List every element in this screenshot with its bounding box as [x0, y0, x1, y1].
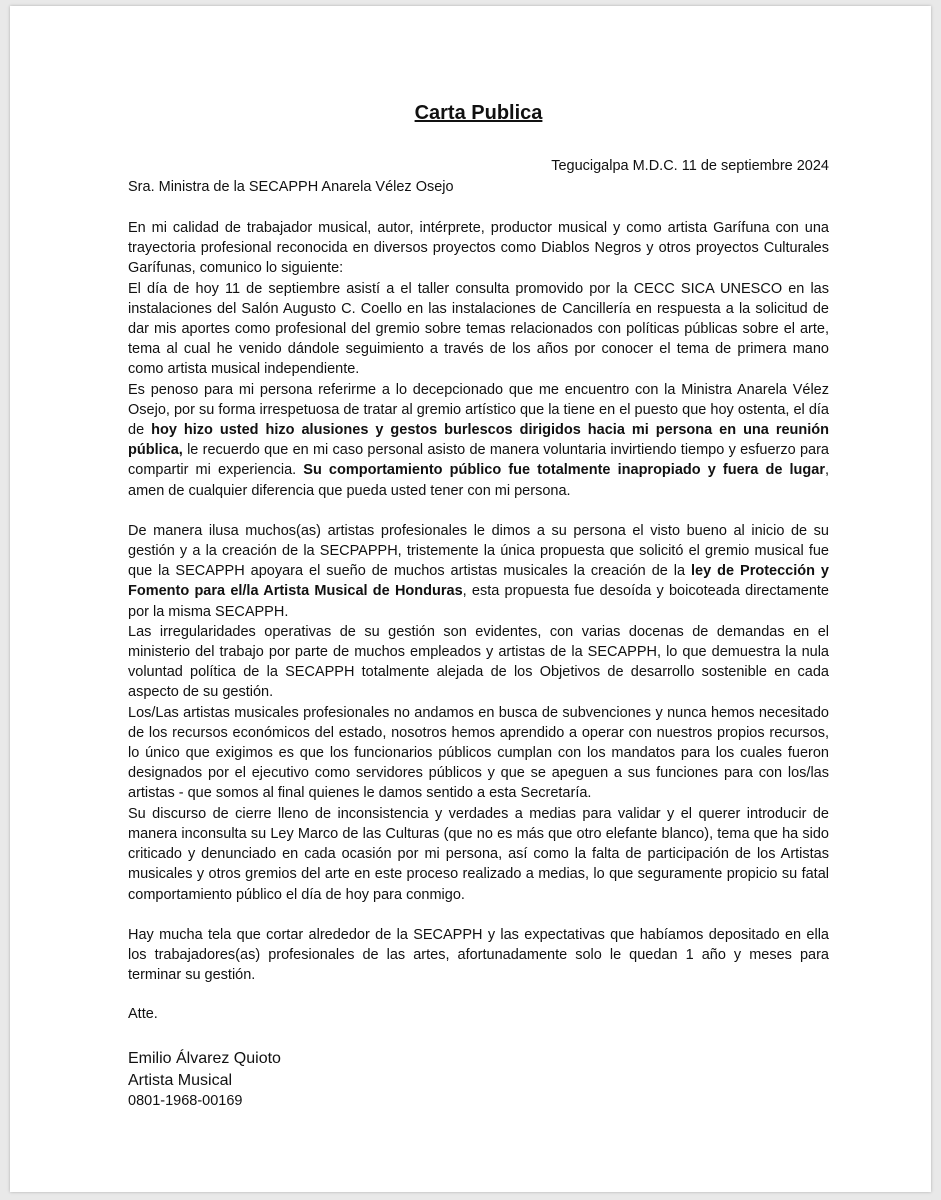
- paragraph-proposal: [128, 521, 829, 622]
- paragraph-complaint-text-1: Es penoso para mi persona referirme a lo decepcionado que me encuentro con la Ministra Anarela Vélez Osejo, por su forma irrespetuosa de tratar al gremio artístico que la tiene en el puesto que hoy ostenta, el día de: [128, 381, 829, 439]
- paragraph-proposal-law-name: ley de Protección y Fomento para el/la Artista Musical de Honduras: [128, 563, 829, 600]
- paragraph-complaint: [128, 380, 829, 501]
- signer-id-number: 0801-1968-00169: [128, 1093, 243, 1109]
- letter-title: Carta Publica: [414, 102, 543, 124]
- date-line: Tegucigalpa M.D.C. 11 de septiembre 2024: [551, 158, 829, 174]
- paragraph-artists: Los/Las artistas musicales profesionales no andamos en busca de subvenciones y nunca hemos necesitado de los recursos económicos del estado, nosotros hemos aprendido a operar con nuestros propios recursos, lo único que exigimos es que los funcionarios públicos cumplan con los mandatos para los cuales fueron designados por el ejecutivo como servidores públicos y que se apeguen a sus funciones para con los/las artistas - que somos al final quienes le damos sentido a esta Secretaría.: [128, 704, 829, 802]
- closing-salutation: Atte.: [128, 1006, 158, 1022]
- paragraph-complaint-bold-2: Su comportamiento público fue totalmente inapropiado y fuera de lugar: [303, 462, 825, 479]
- letter-page: [10, 6, 931, 1192]
- paragraph-workshop: El día de hoy 11 de septiembre asistí a el taller consulta promovido por la CECC SICA UNESCO en las instalaciones del Salón Augusto C. Coello en las instalaciones de Cancillería en respuesta a la solicitud de dar mis aportes como profesional del gremio sobre temas relacionados con políticas públicas sobre el arte, tema al cual he venido dándole seguimiento a través de los años por conocer el tema de primera mano como artista musical independiente.: [128, 280, 829, 378]
- paragraph-irregularities: Las irregularidades operativas de su gestión son evidentes, con varias docenas de demandas en el ministerio del trabajo por parte de muchos empleados y artistas de la SECAPPH, lo que demuestra la nula voluntad política de la SECAPPH totalmente alejada de los Objetivos de desarrollo sostenible en cada aspecto de su gestión.: [128, 623, 829, 701]
- paragraph-complaint-bold-1: hoy hizo usted hizo alusiones y gestos burlescos dirigidos hacia mi persona en una reunión pública,: [128, 422, 829, 459]
- recipient-line: Sra. Ministra de la SECAPPH Anarela Vélez Osejo: [128, 179, 454, 195]
- paragraph-introduction: En mi calidad de trabajador musical, autor, intérprete, productor musical y como artista Garífuna con una trayectoria profesional reconocida en diversos proyectos como Diablos Negros y otros proyectos Culturales Garífunas, comunico lo siguiente:: [128, 220, 829, 277]
- paragraph-closing-speech: Su discurso de cierre lleno de inconsistencia y verdades a medias para validar y el querer introducir de manera inconsulta su Ley Marco de las Culturas (que no es más que otro elefante blanco), tema que ha sido criticado y denunciado en cada ocasión por mi persona, así como la falta de participación de los Artistas musicales y otros gremios del arte en este proceso realizado a medias, lo que seguramente propicio su fatal comportamiento público el día de hoy para conmigo.: [128, 805, 829, 903]
- paragraph-conclusion: Hay mucha tela que cortar alrededor de la SECAPPH y las expectativas que habíamos depositado en ella los trabajadores(as) profesionales de las artes, afortunadamente solo le quedan 1 año y meses para terminar su gestión.: [128, 926, 829, 984]
- letter-body: [128, 218, 829, 985]
- paragraph-proposal-text-2: , esta propuesta fue desoída y boicoteada directamente por la misma SECAPPH.: [128, 583, 829, 620]
- signer-name: Emilio Álvarez Quioto: [128, 1050, 281, 1067]
- signer-role: Artista Musical: [128, 1071, 233, 1089]
- signature-block: [128, 1048, 281, 1113]
- paragraph-proposal-text-1: De manera ilusa muchos(as) artistas profesionales le dimos a su persona el visto bueno al inicio de su gestión y a la creación de la SECPAPPH, tristemente la única propuesta que solicitó el gremio musical fue que la SECAPPH apoyara el sueño de muchos artistas musicales la creación de la: [128, 522, 829, 580]
- paragraph-complaint-text-3: , amen de cualquier diferencia que pueda usted tener con mi persona.: [128, 462, 830, 499]
- paragraph-complaint-text-2: le recuerdo que en mi caso personal asisto de manera voluntaria invirtiendo tiempo y esfuerzo para compartir mi experiencia.: [128, 442, 829, 479]
